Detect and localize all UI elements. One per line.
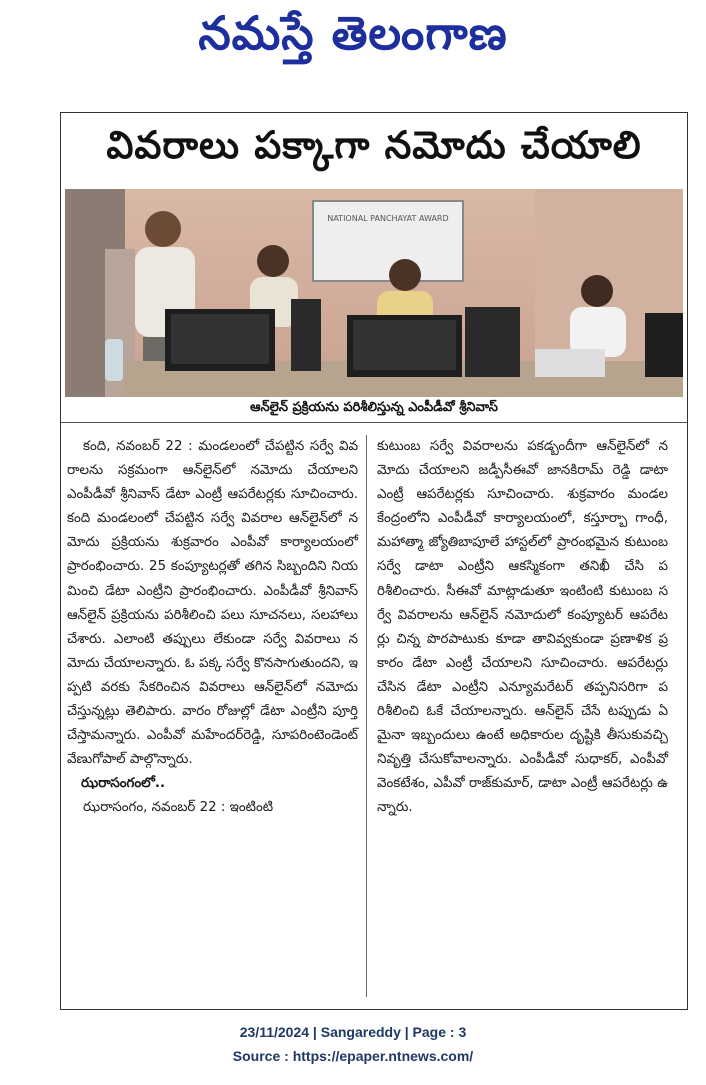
column-divider [366, 435, 367, 997]
article-photo [65, 189, 683, 397]
footer-date-line: 23/11/2024 | Sangareddy | Page : 3 [239, 1024, 467, 1040]
right-paragraph: కుటుంబ సర్వే వివరాలను పకడ్బందీగా ఆన్‌లైన్‌లో నమోదు చేయాలని జడ్పీసీఈవో జానకిరామ్ రెడ్డి డాటా ఎంట్రీ ఆపరేటర్లకు సూచించారు. శుక్రవారం మండల కేంద్రంలోని ఎంపీడీవో కార్యాలయంలో, కస్తూర్బా గాంధీ, మహాత్మా జ్యోతిబాపూలే హాస్టల్‌లో ప్రారంభమైన కుటుంబ సర్వే డాటా ఎంట్రీని ఆకస్మికంగా తనిఖీ చేసి పరిశీలించారు. సీఈవో మాట్లాడుతూ ఇంటింటి కుటుంబ సర్వే వివరాలను ఆన్‌లైన్ నమోదులో కంప్యూటర్ ఆపరేటర్లు చిన్న పొరపాటుకు కూడా తావివ్వకుండా ప్రణాళిక ప్రకారం డేటా ఎంట్రీ చేయాలని సూచించారు. ఆపరేటర్లు చేసిన డేటా ఎంట్రీని ఎన్యూమరేటర్ తప్పనిసరిగా పరిశీలించి ఓకే చేయాలన్నారు. ఆన్‌లైన్ చేసే టప్పుడు ఏమైనా ఇబ్బందులు ఉంటే అధికారుల దృష్టికి తీసుకువచ్చి నివృత్తి చేసుకోవాలన్నారు. ఎంపీడీవో సుధాకర్, ఎంపీవో వెంకటేశం, ఎపీవో రాజ్‌కుమార్, డాటా ఎంట్రీ ఆపరేటర్లు ఉన్నారు. [377, 439, 668, 816]
left-paragraph-2: ఝరాసంగం, నవంబర్ 22 : ఇంటింటి [83, 800, 274, 816]
left-paragraph: కంది, నవంబర్ 22 : మండలంలో చేపట్టిన సర్వే వివరాలను సక్రమంగా ఆన్‌లైన్‌లో నమోదు చేయాలని ఎంపీడీవో శ్రీనివాస్ డేటా ఎంట్రీ ఆపరేటర్లకు సూచించారు. కంది మండలంలో చేపట్టిన సర్వే వివరాల ఆన్‌లైన్‌లో నమోదు ప్రక్రియను శుక్రవారం ఎంపీవో కార్యాలయంలో ప్రారంభించారు. 25 కంప్యూటర్లతో తగిన సిబ్బందిని నియమించి డేటా ఎంట్రీని ప్రారంభించారు. ఎంపీడీవో శ్రీనివాస్ ఆన్‌లైన్ ప్రక్రియను పరిశీలించి పలు సూచనలు, సలహాలు చేశారు. ఎలాంటి తప్పులు లేకుండా సర్వే వివరాలు నమోదు చేయాలన్నారు. ఓ పక్క సర్వే కొనసాగుతుందని, ఇప్పటి వరకు సేకరించిన వివరాలు ఆన్‌లైన్‌లో నమోదు చేస్తున్నట్లు తెలిపారు. వారం రోజుల్లో డేటా ఎంట్రీని పూర్తి చేస్తామన్నారు. ఎంపీవో మహేందర్‌రెడ్డి, సూపరింటెండెంట్ వేణుగోపాల్ పాల్గొన్నారు. [67, 439, 358, 768]
photo-caption: ఆన్‌లైన్ ప్రక్రియను పరిశీలిస్తున్న ఎంపీడీవో శ్రీనివాస్ [61, 400, 687, 423]
section-subhead: ఝరాసంగంలో.. [81, 776, 166, 792]
masthead-title: నమస్తే తెలంగాణ [198, 6, 508, 60]
footer-source-line: Source : https://epaper.ntnews.com/ [232, 1048, 474, 1064]
article-clipping [60, 112, 688, 1010]
board-text: NATIONAL PANCHAYAT AWARD [327, 214, 449, 223]
article-column-left [67, 435, 358, 821]
page-footer [0, 1020, 706, 1068]
article-headline [61, 113, 687, 187]
headline-text: వివరాలు పక్కాగా నమోదు చేయాలి [106, 123, 642, 167]
article-column-right [377, 435, 668, 821]
newspaper-masthead [0, 8, 706, 70]
photo-illustration [65, 189, 683, 397]
